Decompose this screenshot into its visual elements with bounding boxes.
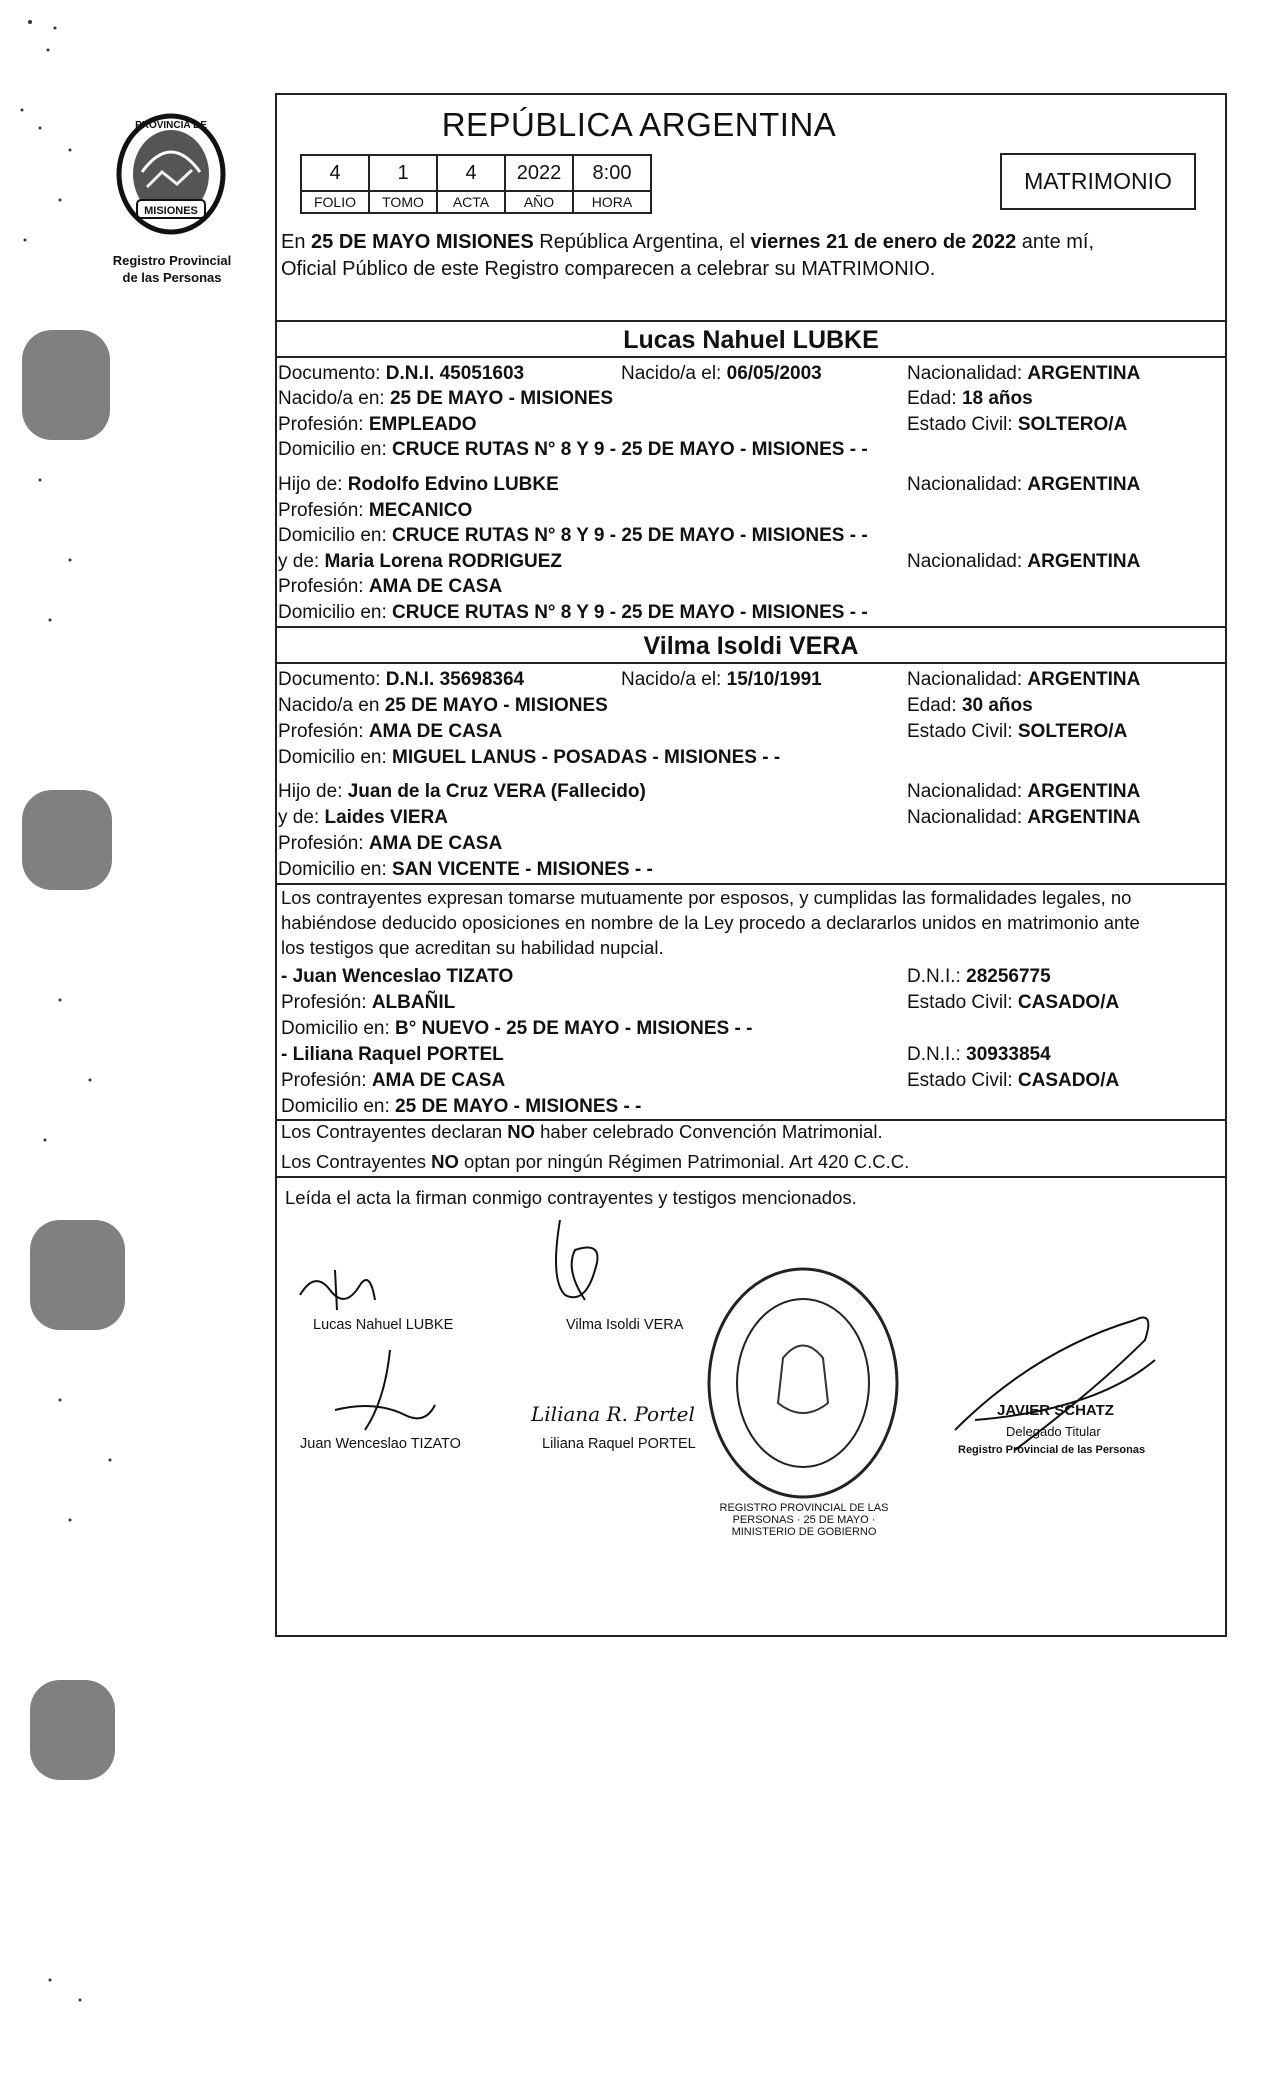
witness-2-handwritten-signature: Liliana R. Portel: [531, 1402, 695, 1426]
value: B° NUEVO - 25 DE MAYO - MISIONES - -: [395, 1018, 753, 1039]
record-number-table: [300, 154, 652, 214]
label: Estado Civil:: [907, 992, 1018, 1013]
label: Nacionalidad:: [907, 363, 1028, 384]
official-title-2: Registro Provincial de las Personas: [958, 1444, 1146, 1456]
bride-nationality: [907, 669, 1140, 691]
acta-value: 4: [437, 155, 505, 191]
bride-age: [907, 695, 1033, 717]
witness-1-civil-status: [907, 992, 1119, 1014]
value: 15/10/1991: [726, 669, 822, 690]
tomo-value: 1: [369, 155, 437, 191]
label: Nacido/a en:: [278, 388, 390, 409]
declaration-line: habiéndose deducido oposiciones en nombre de la Ley procedo a declararlos unidos en matrimonio ante: [281, 912, 1140, 933]
regime-no: NO: [431, 1151, 459, 1172]
hour-value: 8:00: [573, 155, 651, 191]
label: Profesión:: [281, 1070, 372, 1091]
value: Juan de la Cruz VERA (Fallecido): [347, 781, 646, 802]
divider: [275, 626, 1227, 628]
regime-text: Los Contrayentes: [281, 1151, 432, 1172]
label: Domicilio en:: [281, 1018, 396, 1039]
witness-2-address: [281, 1096, 641, 1118]
label: Estado Civil:: [907, 414, 1018, 435]
folio-label: FOLIO: [301, 191, 369, 213]
stamp-text: REGISTRO PROVINCIAL DE LAS PERSONAS · 25 DE MAYO · MINISTERIO DE GOBIERNO: [719, 1502, 889, 1538]
value: CASADO/A: [1017, 1070, 1120, 1091]
bride-profession: [278, 721, 502, 743]
registry-name-line1: Registro Provincial: [112, 253, 232, 268]
label: Nacionalidad:: [907, 669, 1028, 690]
value: 25 DE MAYO - MISIONES - -: [395, 1096, 642, 1117]
label: D.N.I.:: [907, 966, 967, 987]
label: Domicilio en:: [278, 602, 393, 623]
label: Profesión:: [281, 992, 372, 1013]
value: Laides VIERA: [324, 807, 449, 828]
value: ARGENTINA: [1027, 551, 1141, 572]
label: Domicilio en:: [278, 439, 393, 460]
witness-2-signature-caption: Liliana Raquel PORTEL: [542, 1436, 696, 1452]
intro-line-1: [281, 231, 1094, 254]
intro-line-2: Oficial Público de este Registro comparecen a celebrar su MATRIMONIO.: [281, 258, 936, 280]
groom-mother-profession: [278, 576, 502, 598]
groom-document: [278, 363, 524, 385]
label: Domicilio en:: [281, 1096, 396, 1117]
witness-1-profession: [281, 992, 455, 1014]
label: Profesión:: [278, 721, 369, 742]
witness-1-name: - Juan Wenceslao TIZATO: [281, 966, 514, 987]
label: Profesión:: [278, 576, 369, 597]
groom-signature-caption: Lucas Nahuel LUBKE: [313, 1317, 454, 1333]
bride-name-heading: Vilma Isoldi VERA: [643, 632, 859, 660]
acta-label: ACTA: [437, 191, 505, 213]
intro-text: En: [281, 231, 312, 253]
value: ARGENTINA: [1027, 781, 1141, 802]
witness-1-dni: [907, 966, 1051, 988]
registry-name-line2: de las Personas: [122, 270, 222, 285]
label: Profesión:: [278, 500, 369, 521]
divider: [275, 356, 1227, 358]
bride-document: [278, 669, 524, 691]
groom-address: [278, 439, 868, 461]
value: ARGENTINA: [1027, 669, 1141, 690]
bride-mother-nationality: [907, 807, 1140, 829]
label: y de:: [278, 551, 325, 572]
groom-mother: [278, 551, 562, 573]
value: AMA DE CASA: [368, 833, 503, 854]
year-label: AÑO: [505, 191, 573, 213]
value: 30933854: [966, 1044, 1051, 1065]
declaration-text: [281, 885, 1221, 960]
divider: [275, 1176, 1227, 1178]
label: y de:: [278, 807, 325, 828]
bride-signature-caption: Vilma Isoldi VERA: [566, 1317, 684, 1333]
country-title: REPÚBLICA ARGENTINA: [441, 106, 837, 143]
value: AMA DE CASA: [368, 576, 503, 597]
bride-father: [278, 781, 646, 803]
regime-text: Los Contrayentes declaran: [281, 1121, 508, 1142]
bride-birthdate: [621, 669, 822, 691]
witness-2-civil-status: [907, 1070, 1119, 1092]
divider: [275, 662, 1227, 664]
label: Profesión:: [278, 414, 369, 435]
value: SOLTERO/A: [1017, 721, 1128, 742]
groom-father-profession: [278, 500, 472, 522]
value: 06/05/2003: [726, 363, 822, 384]
groom-father: [278, 474, 559, 496]
declaration-line: Los contrayentes expresan tomarse mutuamente por esposos, y cumplidas las formalidades legales, no: [281, 887, 1132, 908]
intro-text: ante mí,: [1016, 231, 1095, 253]
witness-2-profession: [281, 1070, 505, 1092]
official-title-1: Delegado Titular: [1006, 1424, 1101, 1439]
value: ALBAÑIL: [371, 992, 456, 1013]
registry-stamp: [703, 1263, 903, 1503]
intro-date: viernes 21 de enero de 2022: [750, 231, 1017, 253]
intro-text: República Argentina, el: [533, 231, 751, 253]
label: Nacido/a el:: [621, 669, 727, 690]
bride-birthplace: [278, 695, 608, 717]
groom-mother-address: [278, 602, 868, 624]
declaration-line: los testigos que acreditan su habilidad nupcial.: [281, 937, 664, 958]
groom-name-heading: Lucas Nahuel LUBKE: [623, 326, 879, 354]
value: CRUCE RUTAS N° 8 Y 9 - 25 DE MAYO - MISIONES - -: [392, 439, 868, 460]
label: Edad:: [907, 388, 962, 409]
scan-noise: [0, 0, 260, 2099]
folio-value: 4: [301, 155, 369, 191]
value: SOLTERO/A: [1017, 414, 1128, 435]
value: SAN VICENTE - MISIONES - -: [392, 859, 653, 880]
official-name: JAVIER SCHATZ: [997, 1402, 1114, 1419]
label: Nacido/a el:: [621, 363, 727, 384]
witness-1-address: [281, 1018, 752, 1040]
value: ARGENTINA: [1027, 363, 1141, 384]
regime-line-1: [281, 1121, 883, 1143]
value: CASADO/A: [1017, 992, 1120, 1013]
groom-birthdate: [621, 363, 822, 385]
label: Hijo de:: [278, 781, 348, 802]
label: Profesión:: [278, 833, 369, 854]
label: Nacido/a en: [278, 695, 385, 716]
value: 30 años: [961, 695, 1033, 716]
witness-1-signature-caption: Juan Wenceslao TIZATO: [300, 1436, 461, 1452]
bride-mother-profession: [278, 833, 502, 855]
witness-2-name: - Liliana Raquel PORTEL: [281, 1044, 504, 1065]
hour-label: HORA: [573, 191, 651, 213]
value: 28256775: [966, 966, 1051, 987]
groom-age: [907, 388, 1033, 410]
bride-mother-address: [278, 859, 653, 881]
label: Nacionalidad:: [907, 807, 1028, 828]
divider: [275, 320, 1227, 322]
label: D.N.I.:: [907, 1044, 967, 1065]
regime-text: optan por ningún Régimen Patrimonial. Art 420 C.C.C.: [458, 1151, 910, 1172]
label: Documento:: [278, 669, 386, 690]
label: Domicilio en:: [278, 747, 393, 768]
label: Hijo de:: [278, 474, 348, 495]
bride-father-nationality: [907, 781, 1140, 803]
label: Nacionalidad:: [907, 474, 1028, 495]
value: 25 DE MAYO - MISIONES: [389, 388, 614, 409]
value: ARGENTINA: [1027, 807, 1141, 828]
groom-father-nationality: [907, 474, 1140, 496]
closing-text: Leída el acta la firman conmigo contrayentes y testigos mencionados.: [285, 1187, 857, 1208]
groom-mother-nationality: [907, 551, 1140, 573]
label: Domicilio en:: [278, 859, 393, 880]
value: 25 DE MAYO - MISIONES: [384, 695, 608, 716]
value: AMA DE CASA: [368, 721, 503, 742]
bride-mother: [278, 807, 448, 829]
groom-birthplace: [278, 388, 613, 410]
value: Rodolfo Edvino LUBKE: [347, 474, 559, 495]
tomo-label: TOMO: [369, 191, 437, 213]
label: Estado Civil:: [907, 1070, 1018, 1091]
value: 18 años: [961, 388, 1033, 409]
value: EMPLEADO: [368, 414, 477, 435]
groom-profession: [278, 414, 477, 436]
regime-no: NO: [507, 1121, 535, 1142]
label: Edad:: [907, 695, 962, 716]
regime-line-2: [281, 1151, 909, 1173]
value: ARGENTINA: [1027, 474, 1141, 495]
bride-address: [278, 747, 780, 769]
seal-bottom-text: MISIONES: [144, 205, 198, 217]
label: Nacionalidad:: [907, 551, 1028, 572]
value: MIGUEL LANUS - POSADAS - MISIONES - -: [392, 747, 781, 768]
record-type-box: MATRIMONIO: [1000, 153, 1196, 210]
value: D.N.I. 35698364: [385, 669, 525, 690]
intro-place: 25 DE MAYO MISIONES: [311, 231, 534, 253]
groom-nationality: [907, 363, 1140, 385]
seal-top-text: PROVINCIA DE: [135, 120, 207, 131]
witness-2-dni: [907, 1044, 1051, 1066]
value: CRUCE RUTAS N° 8 Y 9 - 25 DE MAYO - MISIONES - -: [392, 602, 868, 623]
value: CRUCE RUTAS N° 8 Y 9 - 25 DE MAYO - MISIONES - -: [392, 525, 868, 546]
label: Estado Civil:: [907, 721, 1018, 742]
value: D.N.I. 45051603: [385, 363, 525, 384]
year-value: 2022: [505, 155, 573, 191]
value: MECANICO: [368, 500, 473, 521]
value: AMA DE CASA: [371, 1070, 506, 1091]
groom-civil-status: [907, 414, 1127, 436]
regime-text: haber celebrado Convención Matrimonial.: [535, 1121, 883, 1142]
groom-father-address: [278, 525, 868, 547]
label: Domicilio en:: [278, 525, 393, 546]
label: Nacionalidad:: [907, 781, 1028, 802]
bride-civil-status: [907, 721, 1127, 743]
value: Maria Lorena RODRIGUEZ: [324, 551, 563, 572]
label: Documento:: [278, 363, 386, 384]
